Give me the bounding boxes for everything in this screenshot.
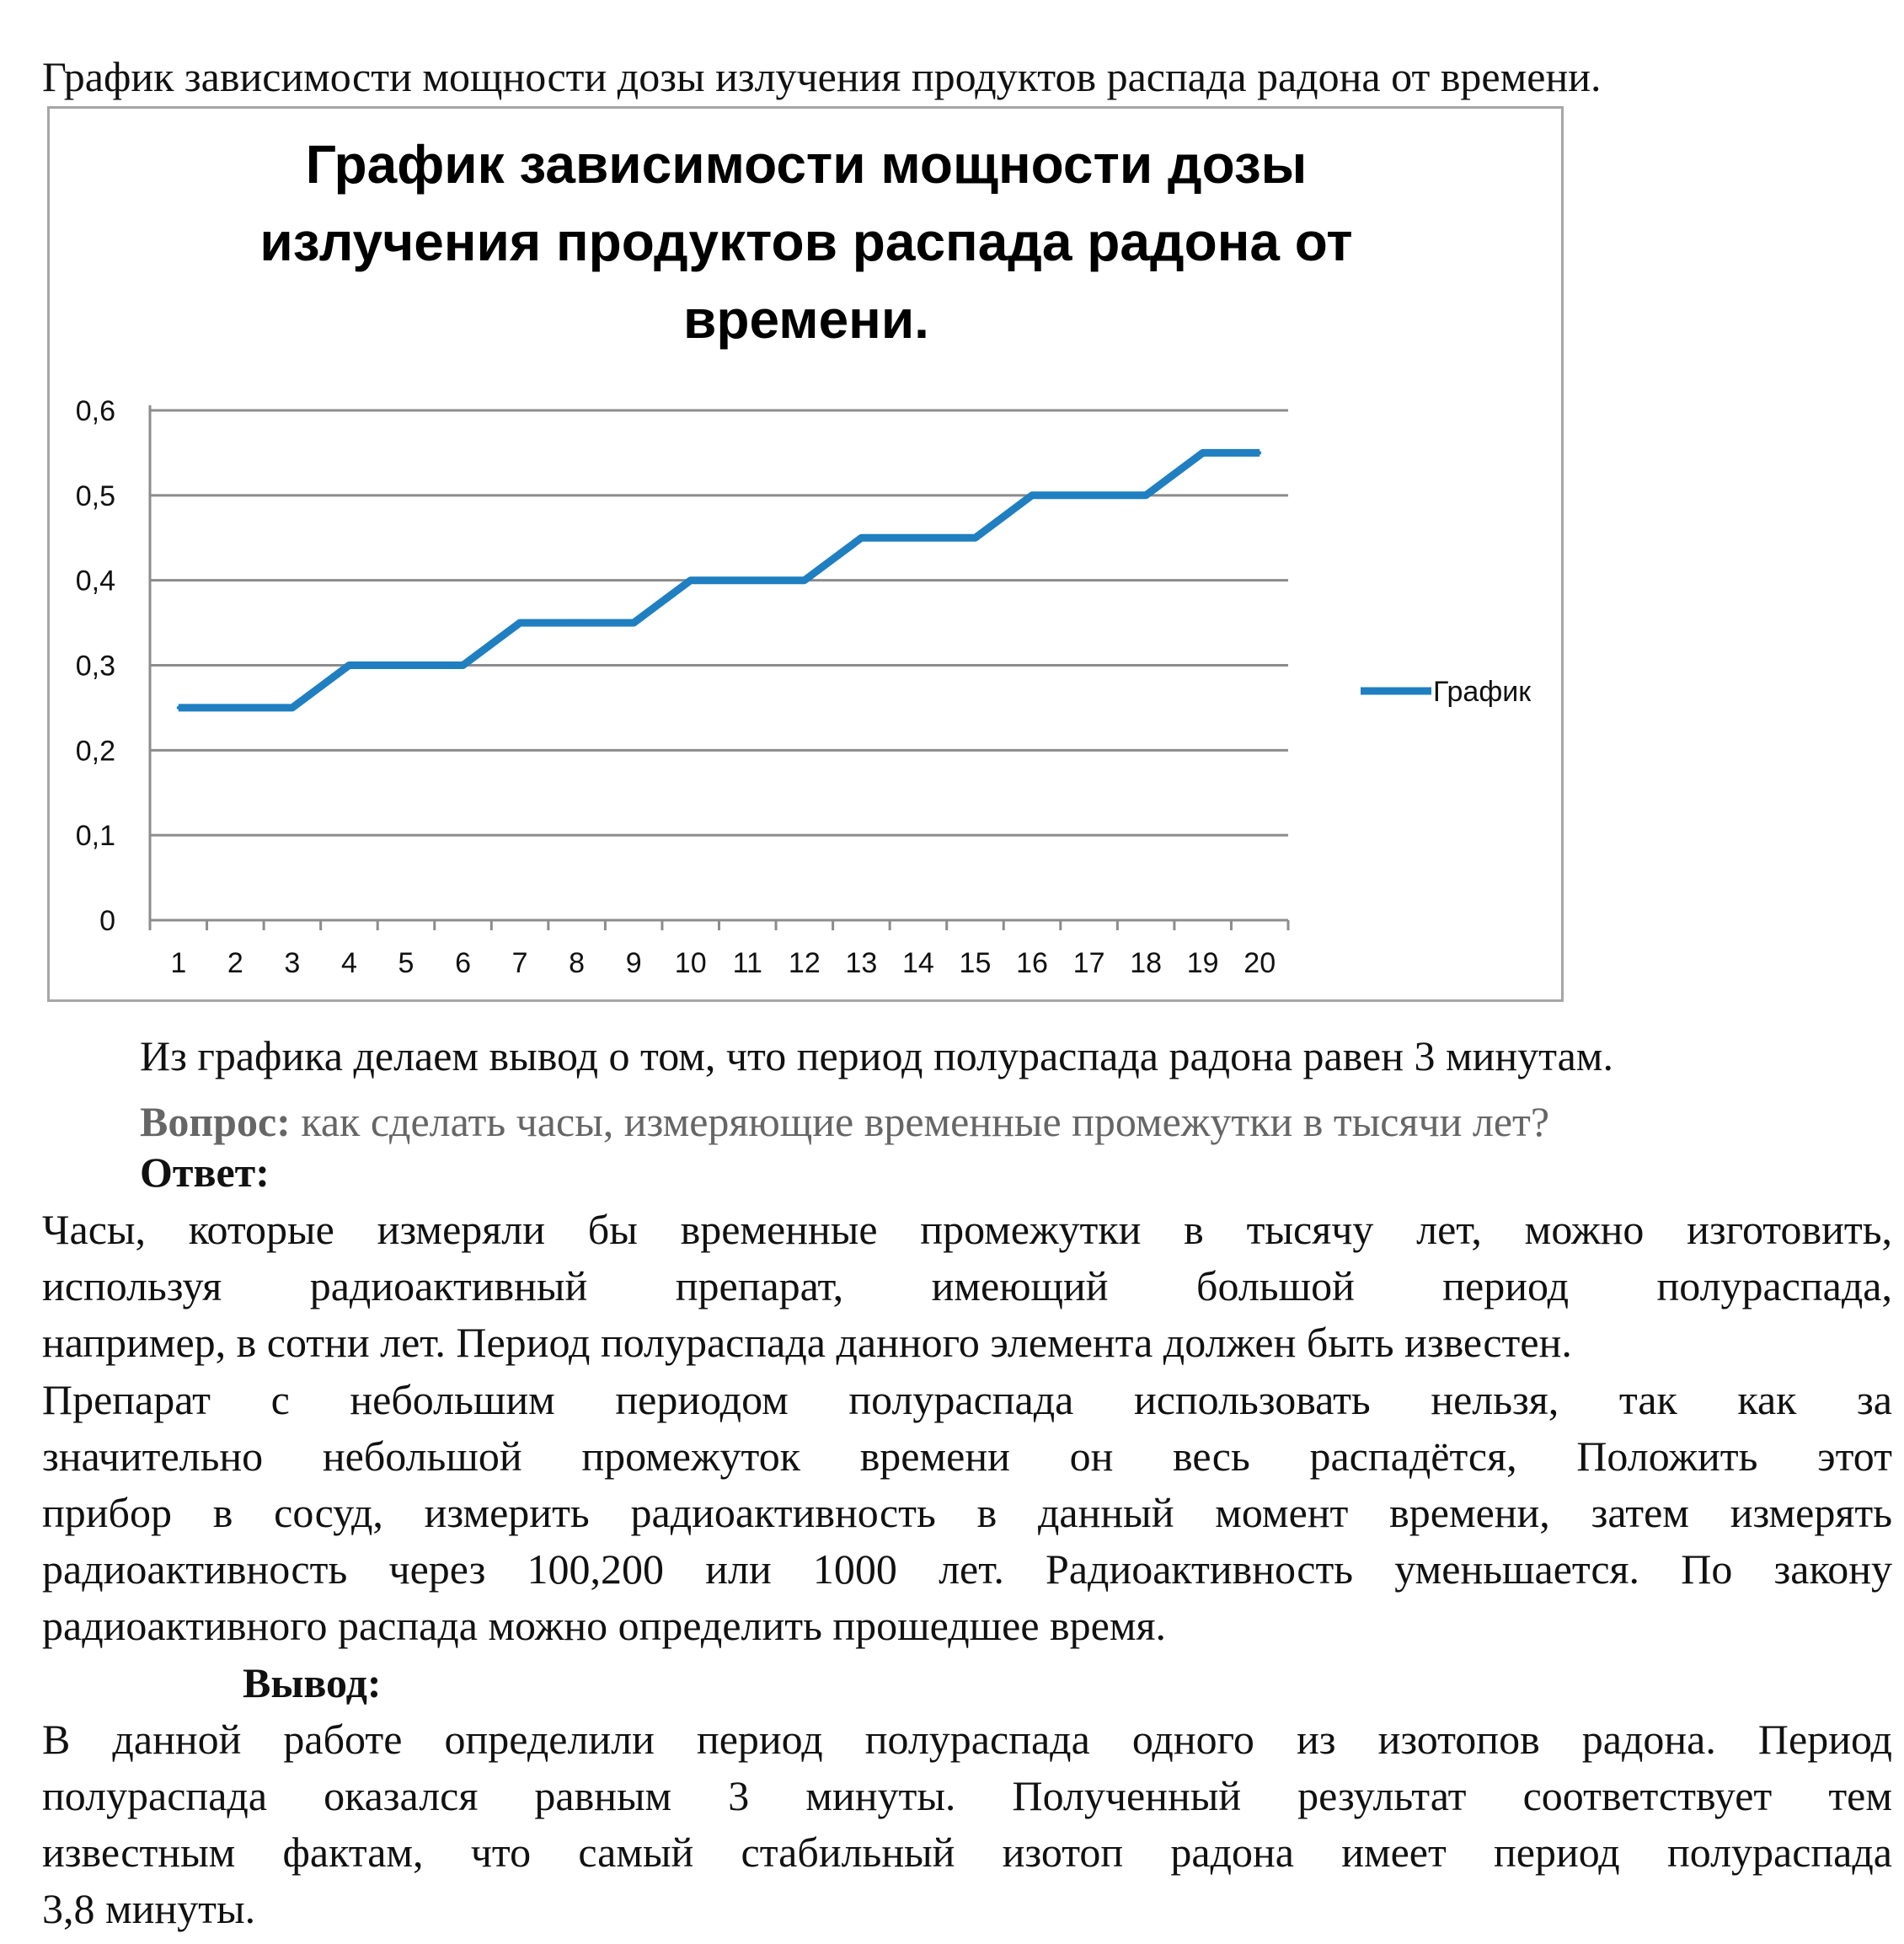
x-tick-label: 14 — [902, 947, 934, 979]
data-point — [518, 621, 521, 624]
y-tick-label: 0,3 — [75, 650, 115, 683]
data-point — [1144, 494, 1147, 497]
question-text: как сделать часы, измеряющие временные промежутки в тысячи лет? — [290, 1098, 1550, 1145]
chart-axes — [76, 395, 1288, 979]
summary-line: известным фактам, что самый стабильный изотоп радона имеет период полураспада — [42, 1829, 1892, 1876]
answer-line: используя радиоактивный препарат, имеющий большой период полураспада, — [42, 1262, 1892, 1309]
x-tick-label: 5 — [398, 947, 414, 979]
x-tick-label: 18 — [1130, 947, 1163, 979]
y-tick-label: 0,4 — [75, 565, 115, 597]
chart-conclusion: Из графика делаем вывод о том, что период полураспада радона равен 3 минутам. — [140, 1032, 1613, 1079]
question-label: Вопрос: — [140, 1098, 291, 1145]
summary-line: 3,8 минуты. — [42, 1885, 256, 1932]
data-point — [632, 621, 635, 624]
answer-line: например, в сотни лет. Период полураспада данного элемента должен быть известен. — [42, 1319, 1572, 1366]
y-tick-label: 0,1 — [75, 820, 115, 853]
data-point — [404, 664, 408, 667]
x-tick-label: 1 — [170, 947, 187, 979]
summary-line: полураспада оказался равным 3 минуты. Полученный результат соответствует тем — [42, 1772, 1892, 1819]
data-point — [462, 664, 465, 667]
chart-svg — [50, 109, 1561, 999]
chart — [47, 106, 1564, 1002]
x-tick-label: 20 — [1243, 947, 1276, 979]
answer-line: Часы, которые измеряли бы временные промежутки в тысячу лет, можно изготовить, — [42, 1206, 1892, 1253]
data-point — [233, 706, 237, 710]
data-point — [803, 579, 806, 582]
x-tick-label: 2 — [227, 947, 243, 979]
data-point — [746, 579, 749, 582]
x-tick-label: 15 — [959, 947, 992, 979]
page-heading: График зависимости мощности дозы излучения продуктов распада радона от времени. — [42, 53, 1602, 100]
chart-legend — [1361, 676, 1532, 708]
summary-line: В данной работе определили период полураспада одного из изотопов радона. Период — [42, 1716, 1892, 1763]
data-point — [859, 536, 863, 539]
legend-label: График — [1433, 676, 1532, 708]
data-point — [291, 706, 294, 710]
answer-line: радиоактивного распада можно определить прошедшее время. — [42, 1602, 1166, 1649]
data-point — [917, 536, 920, 539]
x-tick-label: 9 — [625, 947, 642, 979]
data-point — [1201, 451, 1205, 454]
chart-title-line-3: времени. — [683, 289, 929, 350]
data-point — [1088, 494, 1091, 497]
x-tick-label: 12 — [788, 947, 821, 979]
data-point — [689, 579, 693, 582]
x-tick-label: 17 — [1072, 947, 1105, 979]
y-tick-label: 0,6 — [75, 395, 115, 427]
x-tick-label: 11 — [732, 947, 762, 979]
y-tick-label: 0,2 — [75, 735, 115, 768]
answer-line: радиоактивность через 100,200 или 1000 лет. Радиоактивность уменьшается. По закону — [42, 1545, 1892, 1593]
answer-line: значительно небольшой промежуток времени он весь распадётся, Положить этот — [42, 1433, 1892, 1480]
data-point — [1258, 451, 1261, 454]
summary-label: Вывод: — [243, 1659, 382, 1706]
y-tick-label: 0 — [99, 905, 115, 937]
x-tick-label: 3 — [284, 947, 301, 979]
x-tick-label: 19 — [1186, 947, 1219, 979]
answer-line: прибор в сосуд, измерить радиоактивность в данный момент времени, затем измерять — [42, 1489, 1892, 1536]
x-tick-label: 16 — [1016, 947, 1048, 979]
data-point — [1030, 494, 1034, 497]
data-point — [973, 536, 976, 539]
chart-title-line-1: График зависимости мощности дозы — [305, 134, 1308, 195]
data-point — [177, 706, 180, 710]
x-tick-label: 10 — [674, 947, 707, 979]
x-tick-label: 4 — [340, 947, 357, 979]
x-tick-label: 8 — [569, 947, 586, 979]
chart-grid — [150, 410, 1288, 835]
y-tick-label: 0,5 — [75, 479, 115, 512]
x-tick-label: 13 — [845, 947, 878, 979]
chart-title-line-2: излучения продуктов распада радона от — [259, 212, 1353, 272]
answer-line: Препарат с небольшим периодом полураспада использовать нельзя, так как за — [42, 1376, 1892, 1423]
data-point — [575, 621, 579, 624]
data-point — [347, 664, 350, 667]
x-tick-label: 6 — [455, 947, 471, 979]
x-tick-label: 7 — [511, 947, 528, 979]
answer-label: Ответ: — [140, 1149, 270, 1196]
question — [140, 1094, 1549, 1149]
